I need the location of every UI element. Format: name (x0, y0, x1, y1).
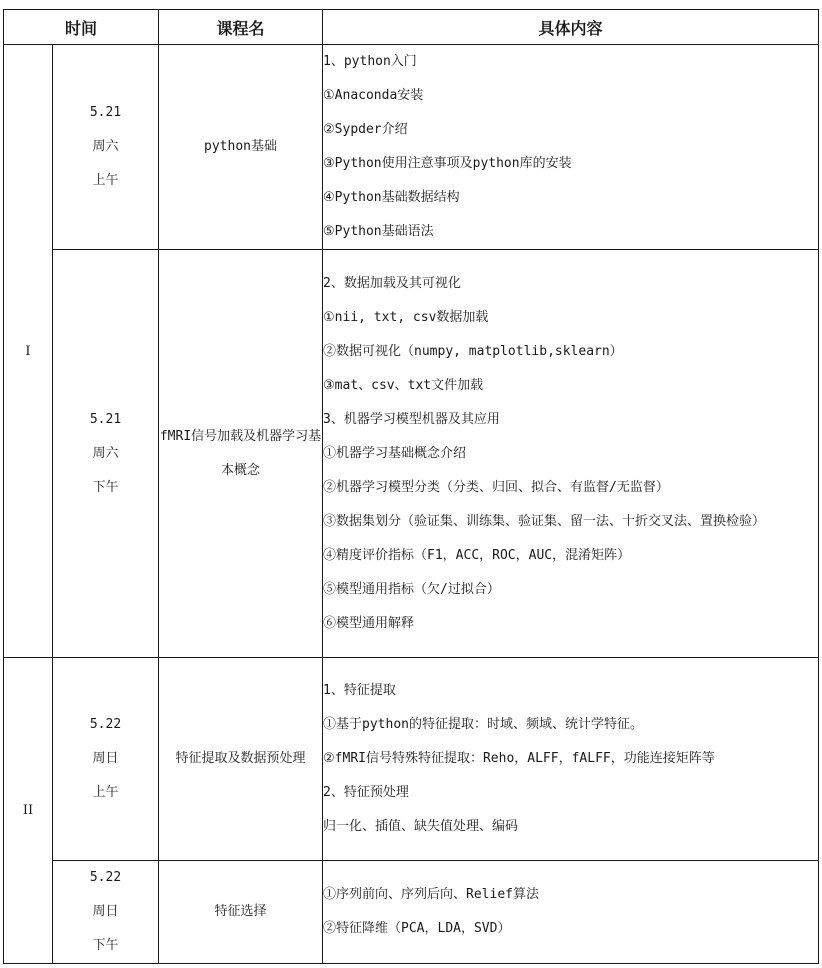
content-line: ①机器学习基础概念介绍 (323, 445, 467, 461)
content-line: 1、特征提取 (323, 683, 396, 698)
content-cell (323, 658, 819, 861)
content-line: 2、特征预处理 (323, 785, 409, 800)
content-line: ②机器学习模型分类（分类、归回、拟合、有监督/无监督） (323, 479, 669, 495)
time-cell (53, 250, 159, 658)
weekday: 周日 (92, 751, 119, 766)
time-cell (53, 658, 159, 861)
header-course: 课程名 (159, 10, 323, 45)
table-row (4, 250, 819, 658)
content-line: ③mat、csv、txt文件加载 (323, 377, 484, 393)
table-header-row (4, 10, 819, 45)
period: 下午 (92, 479, 119, 495)
course-name: fMRI信号加载及机器学习基本概念 (159, 250, 323, 658)
date: 5.21 (89, 411, 122, 427)
date: 5.21 (89, 105, 122, 120)
content-line: 3、机器学习模型机器及其应用 (323, 411, 500, 427)
content-line: ⑤模型通用指标（欠/过拟合） (323, 581, 500, 597)
weekday: 周日 (92, 904, 119, 919)
table-row (4, 861, 819, 964)
period: 下午 (92, 938, 119, 953)
section-label: I (4, 45, 53, 658)
time-cell (53, 45, 159, 250)
time-cell (53, 861, 159, 964)
header-content: 具体内容 (323, 10, 819, 45)
content-cell (323, 250, 819, 658)
content-line: 2、数据加载及其可视化 (323, 275, 461, 291)
weekday: 周六 (92, 139, 119, 154)
content-line: ②Sypder介绍 (323, 122, 408, 137)
course-name: python基础 (159, 45, 323, 250)
content-line: ⑥模型通用解释 (323, 615, 415, 631)
section-label: II (4, 658, 53, 964)
course-name: 特征提取及数据预处理 (159, 658, 323, 861)
weekday: 周六 (92, 445, 119, 461)
date: 5.22 (89, 717, 122, 732)
content-cell (323, 45, 819, 250)
course-name: 特征选择 (159, 861, 323, 964)
table-row (4, 45, 819, 250)
table-row (4, 658, 819, 861)
header-time: 时间 (4, 10, 159, 45)
content-line: ②数据可视化（numpy, matplotlib,sklearn） (323, 343, 623, 359)
period: 上午 (92, 173, 119, 188)
content-line: ①nii, txt, csv数据加载 (323, 309, 489, 325)
period: 上午 (92, 785, 119, 800)
content-line: ①序列前向、序列后向、Relief算法 (323, 887, 539, 902)
content-line: ①Anaconda安装 (323, 88, 424, 103)
content-line: ③数据集划分（验证集、训练集、验证集、留一法、十折交叉法、置换检验） (323, 513, 766, 529)
content-line: ②fMRI信号特殊特征提取：Reho，ALFF，fALFF，功能连接矩阵等 (323, 751, 715, 766)
content-line: 归一化、插值、缺失值处理、编码 (323, 819, 519, 834)
content-line: ⑤Python基础语法 (323, 224, 434, 239)
content-line: ③Python使用注意事项及python库的安装 (323, 156, 572, 171)
content-line: 1、python入门 (323, 54, 417, 69)
content-line: ②特征降维（PCA，LDA，SVD） (323, 921, 511, 936)
date: 5.22 (89, 870, 122, 885)
course-schedule-table (3, 9, 819, 964)
content-line: ④精度评价指标（F1，ACC，ROC，AUC，混淆矩阵） (323, 547, 631, 563)
content-line: ④Python基础数据结构 (323, 190, 460, 205)
content-cell (323, 861, 819, 964)
content-line: ①基于python的特征提取：时域、频域、统计学特征。 (323, 717, 643, 732)
